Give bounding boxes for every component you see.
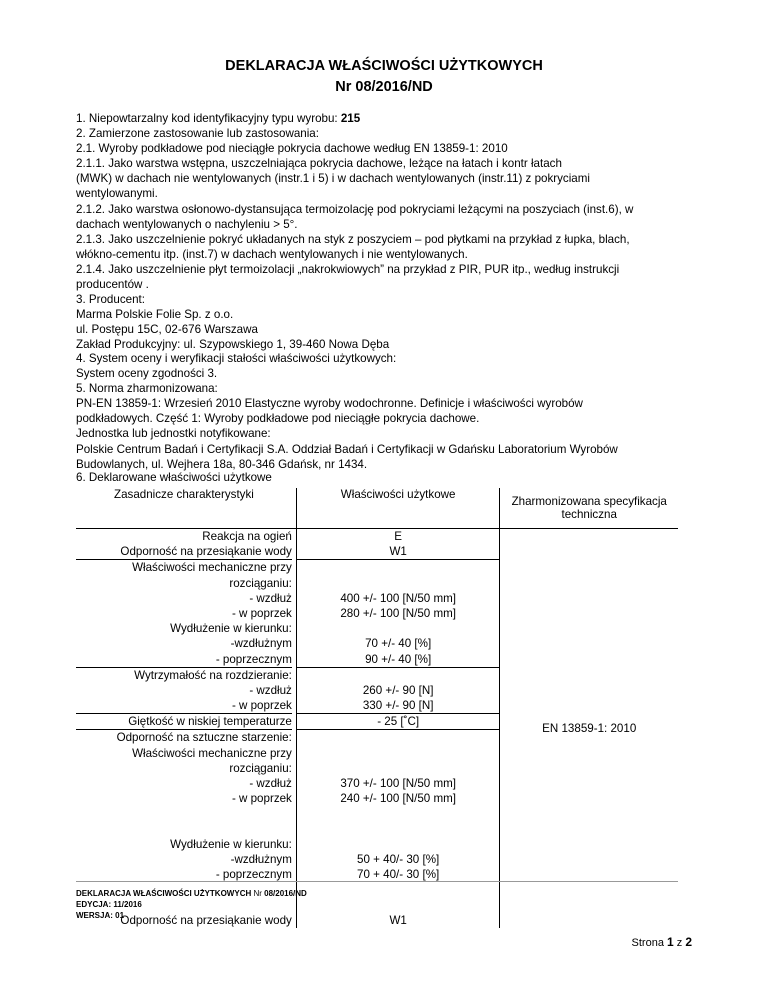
performance-line: 50 + 40/- 30 [%]: [357, 852, 440, 866]
performance-line: 280 +/- 100 [N/50 mm]: [340, 606, 456, 620]
characteristic-line: - wzdłuż: [249, 777, 292, 790]
section-6-heading: 6. Deklarowane właściwości użytkowe: [76, 471, 272, 484]
declaration-body: [76, 111, 696, 353]
performance-line: 240 +/- 100 [N/50 mm]: [340, 792, 456, 806]
characteristic-line: - w poprzek: [231, 792, 292, 806]
specification-cell: EN 13859-1: 2010: [500, 529, 678, 928]
characteristic-line: Odporność na przesiąkanie wody: [120, 913, 292, 927]
footer-edition: EDYCJA: 11/2016: [76, 900, 142, 909]
characteristic-line: Odporność na przesiąkanie wody: [76, 544, 292, 560]
header-specification: Zharmonizowana specyfikacja techniczna: [500, 488, 678, 529]
page-sep: z: [673, 937, 686, 949]
section-line: System oceny zgodności 3.: [76, 367, 218, 381]
performance-line: E: [394, 530, 403, 543]
footer-info: [76, 888, 307, 921]
performance-line: [297, 746, 500, 761]
characteristic-line: - poprzecznym: [76, 652, 292, 668]
performance-line: 370 +/- 100 [N/50 mm]: [340, 777, 456, 790]
body-line: 1. Niepowtarzalny kod identyfikacyjny typu wyrobu: 215: [76, 112, 361, 125]
performance-line: [297, 761, 500, 776]
body-line: Zakład Produkcyjny: ul. Szypowskiego 1, 39-460 Nowa Dęba: [76, 338, 390, 352]
body-line: 2.1. Wyroby podkładowe pod nieciągłe pokrycia dachowe według EN 13859-1: 2010: [76, 142, 508, 156]
properties-table: [76, 488, 678, 928]
characteristic-line: - w poprzek: [76, 698, 292, 714]
body-line: 2. Zamierzone zastosowanie lub zastosowania:: [76, 127, 319, 141]
performance-line: [297, 668, 500, 683]
characteristic-line: Giętkość w niskiej temperaturze: [76, 714, 292, 730]
performance-line: [297, 560, 500, 575]
footer-title: DEKLARACJA WŁAŚCIWOŚCI UŻYTKOWYCH: [76, 889, 252, 898]
body-line: 2.1.2. Jako warstwa osłonowo-dystansująca termoizolację pod pokryciami leżącymi na poszyciach (inst.6), w: [76, 202, 634, 216]
performance-line: [297, 822, 500, 837]
characteristic-line: Wydłużenie w kierunku:: [170, 837, 292, 851]
characteristic-line: Odporność na sztuczne starzenie:: [116, 731, 292, 745]
page-total: 2: [685, 935, 692, 949]
footer-nr: Nr: [251, 889, 265, 898]
characteristic-line: Właściwości mechaniczne przy: [132, 561, 292, 575]
performance-line: [297, 898, 500, 913]
performance-line: - 25 [˚C]: [297, 714, 500, 730]
performance-line: [297, 621, 500, 636]
body-line: włókno-cementu itp. (inst.7) w dachach wentylowanych i nie wentylowanych.: [76, 247, 468, 261]
performance-line: [297, 806, 500, 821]
page-label: Strona: [631, 937, 667, 949]
performance-line: [297, 730, 500, 745]
body-line: (MWK) w dachach nie wentylowanych (instr.1 i 5) i w dachach wentylowanych (instr.11) z pokryciami: [76, 172, 590, 186]
body-line: 2.1.4. Jako uszczelnienie płyt termoizolacji „nakrokwiowych” na przykład z PIR, PUR itp., według instrukcji: [76, 262, 620, 276]
characteristic-line: Właściwości mechaniczne przy: [132, 746, 292, 760]
body-line: wentylowanymi.: [76, 187, 158, 201]
performance-line: 330 +/- 90 [N]: [297, 698, 500, 714]
characteristic-line: [76, 822, 292, 837]
performance-line: 400 +/- 100 [N/50 mm]: [340, 591, 456, 605]
header-performance: Właściwości użytkowe: [296, 488, 500, 529]
characteristic-line: - wzdłuż: [249, 683, 292, 697]
body-line: producentów .: [76, 278, 149, 292]
section-line: Polskie Centrum Badań i Certyfikacji S.A. Oddział Badań i Certyfikacji w Gdańsku Laboratorium Wyrobów: [76, 442, 618, 456]
performance-column: [296, 529, 500, 928]
performance-line: [297, 576, 500, 591]
header-characteristics: Zasadnicze charakterystyki: [76, 488, 296, 529]
section-line: 5. Norma zharmonizowana:: [76, 382, 218, 396]
performance-line: 70 + 40/- 30 [%]: [357, 868, 440, 882]
body-line: 3. Producent:: [76, 293, 145, 307]
characteristic-line: - wzdłuż: [249, 591, 292, 605]
body-line: dachach wentylowanych o nachyleniu > 5°.: [76, 217, 298, 231]
characteristic-line: rozciąganiu:: [229, 576, 292, 590]
footer-version: WERSJA: 01: [76, 911, 125, 920]
section-line: Budowlanych, ul. Wejhera 18a, 80-346 Gdańsk, nr 1434.: [76, 457, 368, 471]
declaration-section-4-5: [76, 351, 696, 472]
performance-line: 260 +/- 90 [N]: [362, 683, 434, 697]
table-body-row: [76, 529, 678, 928]
document-number: Nr 08/2016/ND: [335, 79, 433, 95]
characteristic-line: -wzdłużnym: [230, 852, 292, 866]
body-line: 2.1.3. Jako uszczelnienie pokryć układanych na styk z poszyciem – pod płytkami na przykład z łupka, blach,: [76, 232, 630, 246]
characteristic-line: - w poprzek: [231, 606, 292, 620]
performance-line: 90 +/- 40 [%]: [297, 652, 500, 668]
document-title: DEKLARACJA WŁAŚCIWOŚCI UŻYTKOWYCH: [225, 58, 543, 74]
performance-line: [297, 837, 500, 852]
body-line: Marma Polskie Folie Sp. z o.o.: [76, 308, 234, 322]
performance-line: 70 +/- 40 [%]: [365, 637, 432, 651]
section-line: PN-EN 13859-1: Wrzesień 2010 Elastyczne wyroby wodochronne. Definicje i właściwości wyrobów: [76, 397, 583, 411]
characteristic-line: Wydłużenie w kierunku:: [170, 622, 292, 636]
body-line: 2.1.1. Jako warstwa wstępna, uszczelniająca pokrycia dachowe, leżące na łatach i kontr łatach: [76, 157, 562, 171]
performance-line: W1: [389, 913, 407, 927]
performance-line: W1: [297, 544, 500, 560]
section-line: podkładowych. Część 1: Wyroby podkładowe pod nieciągłe pokrycia dachowe.: [76, 412, 480, 426]
table-header-row: [76, 488, 678, 529]
body-line: ul. Postępu 15C, 02-676 Warszawa: [76, 323, 258, 337]
footer-rule: [76, 881, 678, 882]
characteristic-line: - poprzecznym: [215, 868, 292, 882]
characteristic-line: -wzdłużnym: [230, 637, 292, 651]
characteristic-line: [76, 806, 292, 821]
characteristics-column: [76, 529, 296, 928]
characteristic-line: Wytrzymałość na rozdzieranie:: [134, 668, 292, 682]
performance-line: [297, 882, 500, 897]
section-line: 4. System oceny i weryfikacji stałości właściwości użytkowych:: [76, 352, 397, 365]
characteristic-line: Reakcja na ogień: [202, 530, 292, 543]
characteristic-line: rozciąganiu:: [229, 761, 292, 775]
footer-number: 08/2016/ND: [264, 889, 307, 898]
section-line: Jednostka lub jednostki notyfikowane:: [76, 427, 271, 441]
page-indicator: [632, 935, 692, 949]
page-current: 1: [667, 935, 674, 949]
